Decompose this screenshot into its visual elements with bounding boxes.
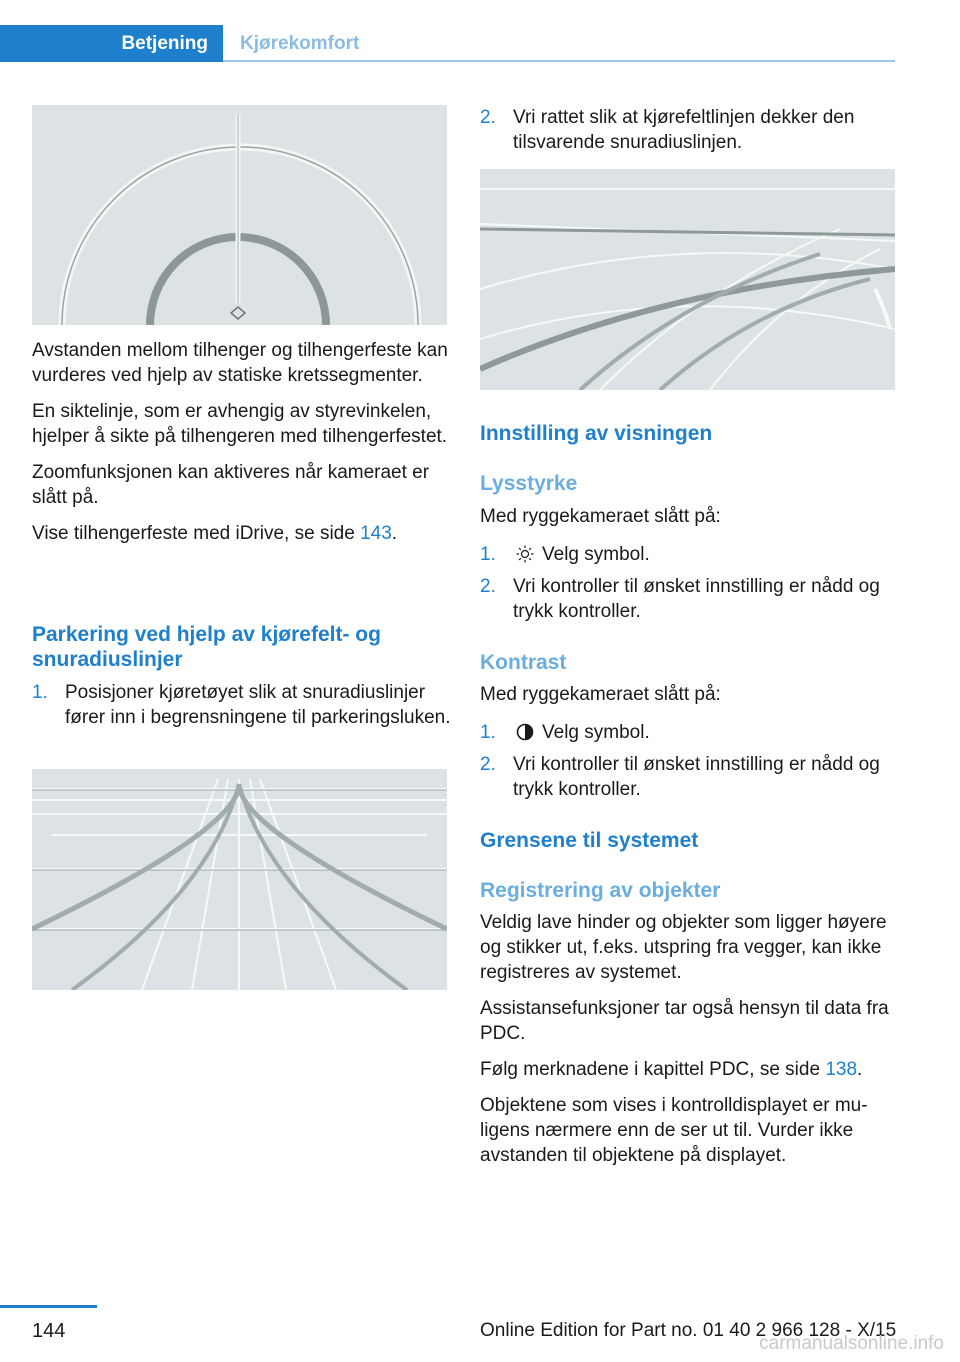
intro-paragraph-1: Avstanden mellom tilhenger og tilhengerfeste kan vurderes ved hjelp av statiske kretssegmenter. — [32, 340, 448, 386]
section-tab-active: Betjening — [0, 25, 223, 62]
trailer-hitch-figure — [32, 105, 447, 325]
intro-text — [32, 338, 452, 557]
heading-parking: Parkering ved hjelp av kjørefelt- og snuradiuslinjer — [32, 623, 381, 671]
parking-steps-right — [480, 105, 900, 162]
detection-paragraph-1: Veldig lave hinder og objekter som ligger høyere og stikker ut, f.eks. utspring fra vegger, kan ikke registreres av systemet. — [480, 912, 887, 983]
brightness-intro: Med ryggekameraet slått på: — [480, 506, 721, 527]
step-text: Velg symbol. — [542, 544, 650, 565]
section-tab-inactive: Kjørekomfort — [240, 32, 360, 54]
page-number: 144 — [32, 1320, 66, 1342]
page-link-138[interactable]: 138 — [825, 1059, 858, 1080]
step-number: 1. — [480, 544, 496, 565]
subheading-contrast: Kontrast — [480, 651, 567, 674]
lane-lines-figure — [32, 769, 447, 990]
list-item — [480, 105, 900, 155]
step-number: 2. — [480, 576, 496, 597]
step-number: 1. — [32, 682, 48, 703]
step-text: Vri kontroller til ønsket innstilling er nådd og trykk kontroller. — [513, 754, 880, 800]
list-item — [480, 574, 900, 624]
detection-paragraph-4: Objektene som vises i kontrolldisplayet er muligens nærmere enn de ser ut til. Vurder ikke avstanden til objektene på displayet. — [480, 1095, 868, 1166]
list-item — [480, 542, 900, 567]
header-rule — [223, 60, 895, 62]
contrast-intro: Med ryggekameraet slått på: — [480, 684, 721, 705]
step-number: 2. — [480, 107, 496, 128]
parking-steps-left — [32, 680, 452, 737]
detection-paragraph-2: Assistansefunksjoner tar også hensyn til data fra PDC. — [480, 998, 889, 1044]
edition-note: Online Edition for Part no. 01 40 2 966 128 - X/15 — [480, 1320, 897, 1341]
step-number: 2. — [480, 754, 496, 775]
list-item — [480, 720, 900, 745]
brightness-steps — [480, 542, 900, 631]
contrast-icon — [516, 723, 534, 741]
step-text: Posisjoner kjøretøyet slik at snuradiuslinjer fører inn i begrensningene til parkeringsluken. — [65, 682, 451, 728]
page-header — [0, 25, 895, 62]
turning-radius-figure — [480, 169, 895, 390]
heading-system-limits: Grensene til systemet — [480, 829, 699, 852]
page-link-143[interactable]: 143 — [360, 523, 392, 544]
step-number: 1. — [480, 722, 496, 743]
list-item — [32, 680, 452, 730]
list-item — [480, 752, 900, 802]
subheading-brightness: Lysstyrke — [480, 472, 578, 495]
detection-text — [480, 910, 900, 1179]
intro-paragraph-3: Zoomfunksjonen kan aktiveres når kameraet er slått på. — [32, 462, 430, 508]
watermark: carmanualsonline.info — [759, 1333, 944, 1354]
intro-paragraph-4: Vise tilhengerfeste med iDrive, se side 143. — [32, 523, 398, 544]
detection-paragraph-3: Følg merknadene i kapittel PDC, se side 138. — [480, 1059, 863, 1080]
intro-paragraph-2: En siktelinje, som er avhengig av styrevinkelen, hjelper å sikte på tilhengeren med tilhengerfestet. — [32, 401, 448, 447]
brightness-icon — [516, 545, 534, 563]
subheading-object-detection: Registrering av objekter — [480, 879, 721, 902]
step-text: Velg symbol. — [542, 722, 650, 743]
contrast-steps — [480, 720, 900, 809]
step-text: Vri kontroller til ønsket innstilling er nådd og trykk kontroller. — [513, 576, 880, 622]
heading-view-settings: Innstilling av visningen — [480, 422, 713, 445]
footer-rule — [0, 1305, 97, 1308]
step-text: Vri rattet slik at kjørefeltlinjen dekker den tilsvarende snuradiuslinjen. — [513, 107, 855, 153]
